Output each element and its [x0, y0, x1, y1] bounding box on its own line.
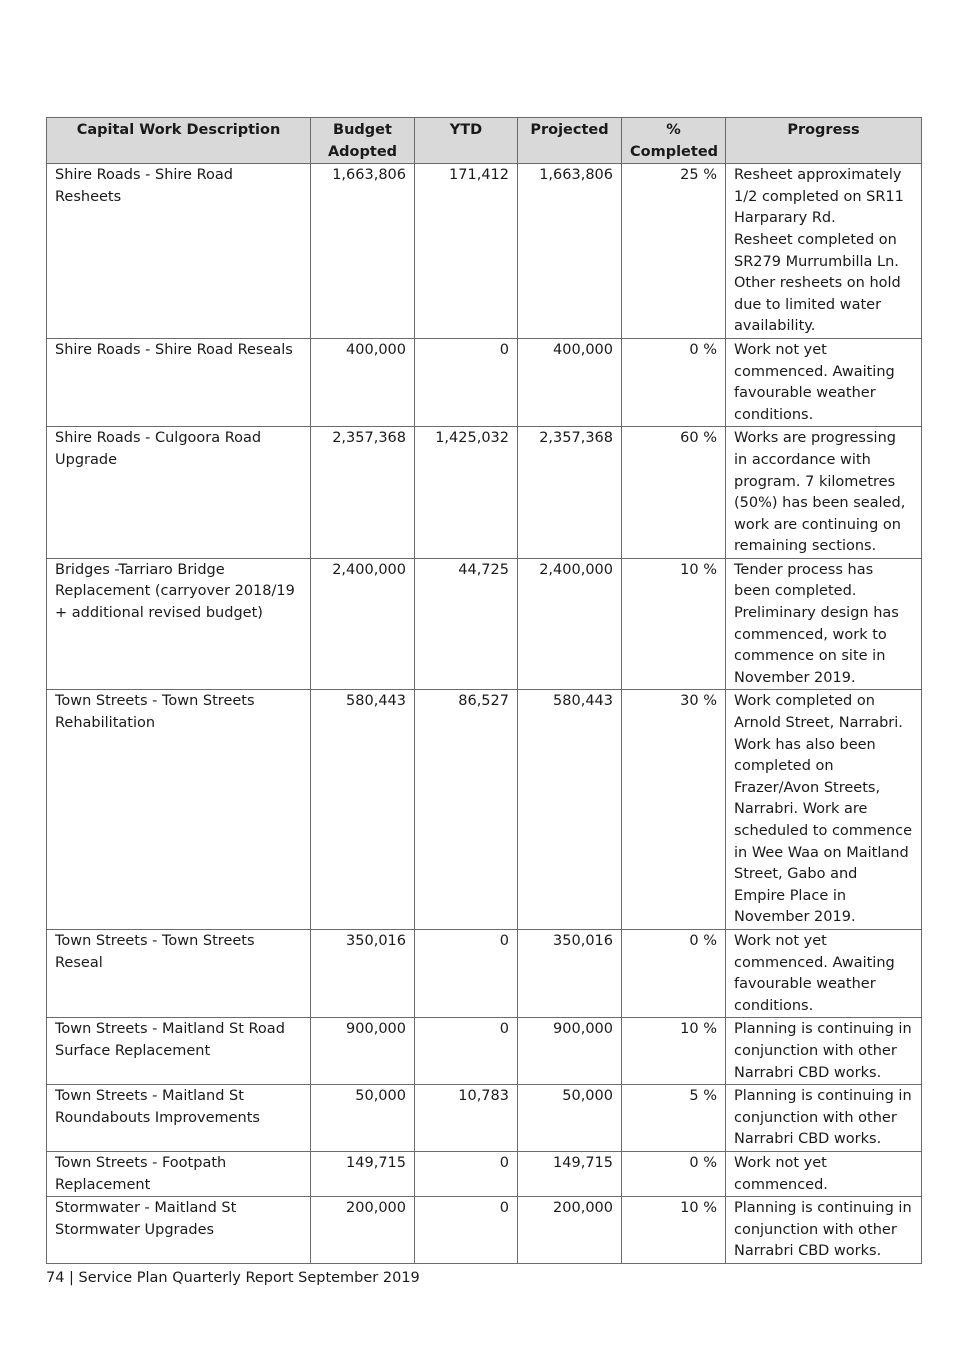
cell-ytd: 0 — [415, 338, 518, 426]
cell-budget: 2,400,000 — [311, 558, 415, 690]
cell-ytd: 1,425,032 — [415, 427, 518, 559]
header-ytd: YTD — [415, 118, 518, 164]
cell-budget: 149,715 — [311, 1151, 415, 1196]
cell-budget: 200,000 — [311, 1197, 415, 1264]
cell-progress: Tender process has been completed. Preliminary design has commenced, work to commence on site in November 2019. — [726, 558, 922, 690]
cell-description: Shire Roads - Shire Road Resheets — [47, 164, 311, 339]
cell-progress: Planning is continuing in conjunction with other Narrabri CBD works. — [726, 1085, 922, 1152]
table-row — [47, 929, 922, 1017]
cell-description: Town Streets - Town Streets Rehabilitation — [47, 690, 311, 930]
cell-projected: 149,715 — [518, 1151, 622, 1196]
table-row — [47, 164, 922, 339]
header-percent-completed: % Completed — [622, 118, 726, 164]
table-row — [47, 1085, 922, 1152]
table-row — [47, 690, 922, 930]
cell-budget: 580,443 — [311, 690, 415, 930]
cell-completed: 0 % — [622, 1151, 726, 1196]
cell-description: Bridges -Tarriaro Bridge Replacement (carryover 2018/19 + additional revised budget) — [47, 558, 311, 690]
cell-progress: Work not yet commenced. — [726, 1151, 922, 1196]
cell-description: Stormwater - Maitland St Stormwater Upgrades — [47, 1197, 311, 1264]
cell-projected: 400,000 — [518, 338, 622, 426]
cell-progress: Resheet approximately 1/2 completed on SR11 Harparary Rd. Resheet completed on SR279 Murrumbilla Ln. Other resheets on hold due to limited water availability. — [726, 164, 922, 339]
cell-completed: 5 % — [622, 1085, 726, 1152]
cell-ytd: 10,783 — [415, 1085, 518, 1152]
page-footer: 74 | Service Plan Quarterly Report September 2019 — [46, 1270, 420, 1286]
cell-ytd: 0 — [415, 929, 518, 1017]
table-header-row — [47, 118, 922, 164]
table-row — [47, 1151, 922, 1196]
table-row — [47, 1018, 922, 1085]
header-description: Capital Work Description — [47, 118, 311, 164]
cell-budget: 350,016 — [311, 929, 415, 1017]
cell-ytd: 0 — [415, 1197, 518, 1264]
header-projected: Projected — [518, 118, 622, 164]
cell-completed: 30 % — [622, 690, 726, 930]
cell-ytd: 44,725 — [415, 558, 518, 690]
cell-budget: 1,663,806 — [311, 164, 415, 339]
cell-completed: 60 % — [622, 427, 726, 559]
cell-ytd: 171,412 — [415, 164, 518, 339]
cell-completed: 10 % — [622, 1197, 726, 1264]
cell-progress: Works are progressing in accordance with program. 7 kilometres (50%) has been sealed, work are continuing on remaining sections. — [726, 427, 922, 559]
cell-description: Shire Roads - Culgoora Road Upgrade — [47, 427, 311, 559]
cell-description: Town Streets - Maitland St Road Surface Replacement — [47, 1018, 311, 1085]
table-row — [47, 1197, 922, 1264]
cell-projected: 2,400,000 — [518, 558, 622, 690]
cell-description: Shire Roads - Shire Road Reseals — [47, 338, 311, 426]
cell-progress: Work not yet commenced. Awaiting favourable weather conditions. — [726, 929, 922, 1017]
header-progress: Progress — [726, 118, 922, 164]
cell-ytd: 0 — [415, 1018, 518, 1085]
cell-projected: 1,663,806 — [518, 164, 622, 339]
cell-projected: 580,443 — [518, 690, 622, 930]
cell-completed: 10 % — [622, 1018, 726, 1085]
cell-progress: Planning is continuing in conjunction with other Narrabri CBD works. — [726, 1197, 922, 1264]
cell-completed: 0 % — [622, 929, 726, 1017]
cell-completed: 25 % — [622, 164, 726, 339]
cell-projected: 50,000 — [518, 1085, 622, 1152]
cell-progress: Work completed on Arnold Street, Narrabri. Work has also been completed on Frazer/Avon Streets, Narrabri. Work are scheduled to commence in Wee Waa on Maitland Street, Gabo and Empire Place in November 2019. — [726, 690, 922, 930]
cell-projected: 350,016 — [518, 929, 622, 1017]
cell-description: Town Streets - Town Streets Reseal — [47, 929, 311, 1017]
cell-budget: 50,000 — [311, 1085, 415, 1152]
cell-description: Town Streets - Footpath Replacement — [47, 1151, 311, 1196]
cell-ytd: 0 — [415, 1151, 518, 1196]
table-row — [47, 338, 922, 426]
cell-ytd: 86,527 — [415, 690, 518, 930]
cell-projected: 200,000 — [518, 1197, 622, 1264]
cell-budget: 900,000 — [311, 1018, 415, 1085]
header-budget-adopted: Budget Adopted — [311, 118, 415, 164]
cell-projected: 2,357,368 — [518, 427, 622, 559]
cell-progress: Work not yet commenced. Awaiting favourable weather conditions. — [726, 338, 922, 426]
cell-budget: 400,000 — [311, 338, 415, 426]
cell-completed: 10 % — [622, 558, 726, 690]
cell-progress: Planning is continuing in conjunction with other Narrabri CBD works. — [726, 1018, 922, 1085]
capital-works-table — [46, 117, 922, 1264]
cell-projected: 900,000 — [518, 1018, 622, 1085]
cell-completed: 0 % — [622, 338, 726, 426]
cell-budget: 2,357,368 — [311, 427, 415, 559]
table-row — [47, 558, 922, 690]
cell-description: Town Streets - Maitland St Roundabouts Improvements — [47, 1085, 311, 1152]
table-row — [47, 427, 922, 559]
